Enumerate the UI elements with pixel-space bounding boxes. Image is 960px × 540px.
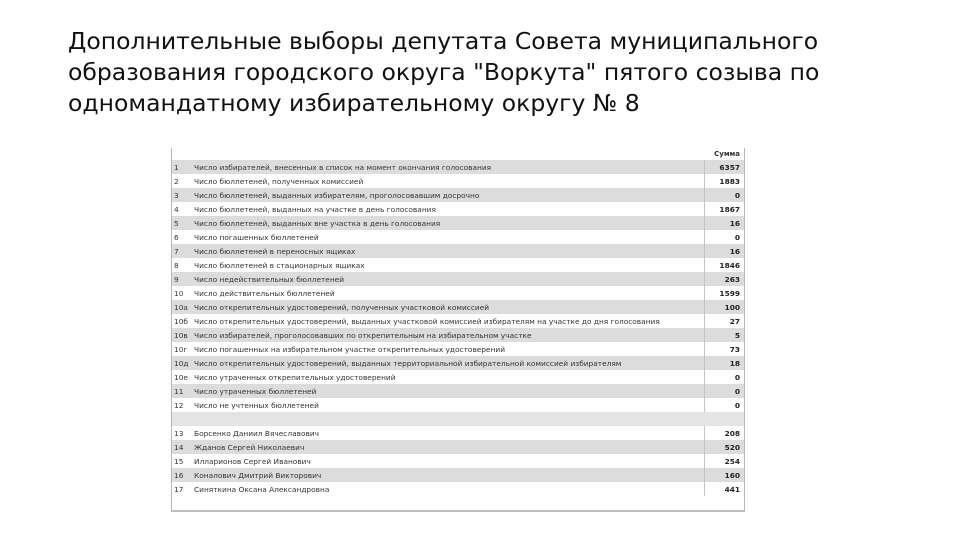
title-line-3: одномандатному избирательному округу № 8 bbox=[68, 89, 640, 117]
table-row bbox=[172, 482, 744, 496]
row-num-cell: 4 bbox=[172, 202, 192, 216]
row-sum-cell: 100 bbox=[704, 300, 744, 314]
table-row bbox=[172, 258, 744, 272]
table-row bbox=[172, 440, 744, 454]
table-row bbox=[172, 384, 744, 398]
row-sum-cell: 0 bbox=[704, 230, 744, 244]
table-row bbox=[172, 160, 744, 174]
row-label-cell: Число бюллетеней в стационарных ящиках bbox=[192, 258, 704, 272]
row-sum-cell: 16 bbox=[704, 216, 744, 230]
table-row bbox=[172, 300, 744, 314]
row-sum-cell: 1867 bbox=[704, 202, 744, 216]
table-row bbox=[172, 188, 744, 202]
row-sum-cell: 263 bbox=[704, 272, 744, 286]
row-sum-cell: 254 bbox=[704, 454, 744, 468]
row-num-cell: 5 bbox=[172, 216, 192, 230]
title-line-1: Дополнительные выборы депутата Совета муниципального bbox=[68, 27, 819, 55]
spacer-cell bbox=[172, 412, 192, 426]
row-sum-cell: 0 bbox=[704, 398, 744, 412]
row-num-cell: 13 bbox=[172, 426, 192, 440]
row-sum-cell: 27 bbox=[704, 314, 744, 328]
row-label-cell: Число бюллетеней в переносных ящиках bbox=[192, 244, 704, 258]
row-label-cell: Жданов Сергей Николаевич bbox=[192, 440, 704, 454]
header-label-cell bbox=[192, 148, 704, 160]
row-label-cell: Число недействительных бюллетеней bbox=[192, 272, 704, 286]
results-table-body bbox=[172, 148, 744, 496]
row-sum-cell: 160 bbox=[704, 468, 744, 482]
row-label-cell: Число бюллетеней, выданных вне участка в день голосования bbox=[192, 216, 704, 230]
table-spacer-row bbox=[172, 412, 744, 426]
row-sum-cell: 5 bbox=[704, 328, 744, 342]
row-label-cell: Число погашенных бюллетеней bbox=[192, 230, 704, 244]
row-sum-cell: 1846 bbox=[704, 258, 744, 272]
row-sum-cell: 1883 bbox=[704, 174, 744, 188]
row-label-cell: Число избирателей, внесенных в список на момент окончания голосования bbox=[192, 160, 704, 174]
header-num-cell bbox=[172, 148, 192, 160]
table-row bbox=[172, 328, 744, 342]
row-sum-cell: 0 bbox=[704, 188, 744, 202]
row-label-cell: Число бюллетеней, полученных комиссией bbox=[192, 174, 704, 188]
table-row bbox=[172, 454, 744, 468]
row-num-cell: 11 bbox=[172, 384, 192, 398]
row-num-cell: 8 bbox=[172, 258, 192, 272]
row-num-cell: 9 bbox=[172, 272, 192, 286]
sum-column-header: Сумма bbox=[714, 150, 740, 158]
row-label-cell: Число погашенных на избирательном участке открепительных удостоверений bbox=[192, 342, 704, 356]
table-row bbox=[172, 216, 744, 230]
row-sum-cell: 1599 bbox=[704, 286, 744, 300]
table-row bbox=[172, 356, 744, 370]
spacer-cell bbox=[704, 412, 744, 426]
row-num-cell: 2 bbox=[172, 174, 192, 188]
row-label-cell: Число открепительных удостоверений, выданных участковой комиссией избирателям на участке до дня голосования bbox=[192, 314, 704, 328]
row-num-cell: 16 bbox=[172, 468, 192, 482]
row-label-cell: Число избирателей, проголосовавших по открепительным на избирательном участке bbox=[192, 328, 704, 342]
row-sum-cell: 520 bbox=[704, 440, 744, 454]
row-sum-cell: 0 bbox=[704, 384, 744, 398]
row-num-cell: 10а bbox=[172, 300, 192, 314]
row-num-cell: 10 bbox=[172, 286, 192, 300]
row-num-cell: 3 bbox=[172, 188, 192, 202]
row-label-cell: Илларионов Сергей Иванович bbox=[192, 454, 704, 468]
table-row bbox=[172, 426, 744, 440]
row-num-cell: 10д bbox=[172, 356, 192, 370]
table-row bbox=[172, 202, 744, 216]
row-label-cell: Число действительных бюллетеней bbox=[192, 286, 704, 300]
row-num-cell: 10б bbox=[172, 314, 192, 328]
row-sum-cell: 18 bbox=[704, 356, 744, 370]
row-label-cell: Борсенко Даниил Вячеславович bbox=[192, 426, 704, 440]
table-row bbox=[172, 468, 744, 482]
row-sum-cell: 16 bbox=[704, 244, 744, 258]
title-line-2: образования городского округа "Воркута" пятого созыва по bbox=[68, 58, 820, 86]
row-label-cell: Число не учтенных бюллетеней bbox=[192, 398, 704, 412]
row-num-cell: 1 bbox=[172, 160, 192, 174]
row-label-cell: Число бюллетеней, выданных избирателям, проголосовавшим досрочно bbox=[192, 188, 704, 202]
election-results-table bbox=[171, 148, 745, 512]
row-num-cell: 12 bbox=[172, 398, 192, 412]
page-title bbox=[68, 26, 908, 119]
table-row bbox=[172, 230, 744, 244]
table-row bbox=[172, 244, 744, 258]
table-row bbox=[172, 314, 744, 328]
row-num-cell: 10г bbox=[172, 342, 192, 356]
table-row bbox=[172, 174, 744, 188]
row-sum-cell: 208 bbox=[704, 426, 744, 440]
row-label-cell: Число бюллетеней, выданных на участке в день голосования bbox=[192, 202, 704, 216]
table-row bbox=[172, 342, 744, 356]
row-sum-cell: 73 bbox=[704, 342, 744, 356]
row-sum-cell: 0 bbox=[704, 370, 744, 384]
spacer-cell bbox=[192, 412, 704, 426]
row-label-cell: Коналович Дмитрий Викторович bbox=[192, 468, 704, 482]
row-num-cell: 10е bbox=[172, 370, 192, 384]
table-header-row bbox=[172, 148, 744, 160]
row-label-cell: Число утраченных бюллетеней bbox=[192, 384, 704, 398]
row-num-cell: 7 bbox=[172, 244, 192, 258]
row-num-cell: 17 bbox=[172, 482, 192, 496]
row-label-cell: Число открепительных удостоверений, выданных территориальной избирательной комиссией избирателям bbox=[192, 356, 704, 370]
row-num-cell: 6 bbox=[172, 230, 192, 244]
row-sum-cell: 441 bbox=[704, 482, 744, 496]
row-num-cell: 15 bbox=[172, 454, 192, 468]
row-label-cell: Число утраченных открепительных удостоверений bbox=[192, 370, 704, 384]
row-label-cell: Синяткина Оксана Александровна bbox=[192, 482, 704, 496]
row-num-cell: 14 bbox=[172, 440, 192, 454]
table-row bbox=[172, 286, 744, 300]
table-row bbox=[172, 272, 744, 286]
row-label-cell: Число открепительных удостоверений, полученных участковой комиссией bbox=[192, 300, 704, 314]
row-num-cell: 10в bbox=[172, 328, 192, 342]
table-row bbox=[172, 370, 744, 384]
row-sum-cell: 6357 bbox=[704, 160, 744, 174]
table-row bbox=[172, 398, 744, 412]
